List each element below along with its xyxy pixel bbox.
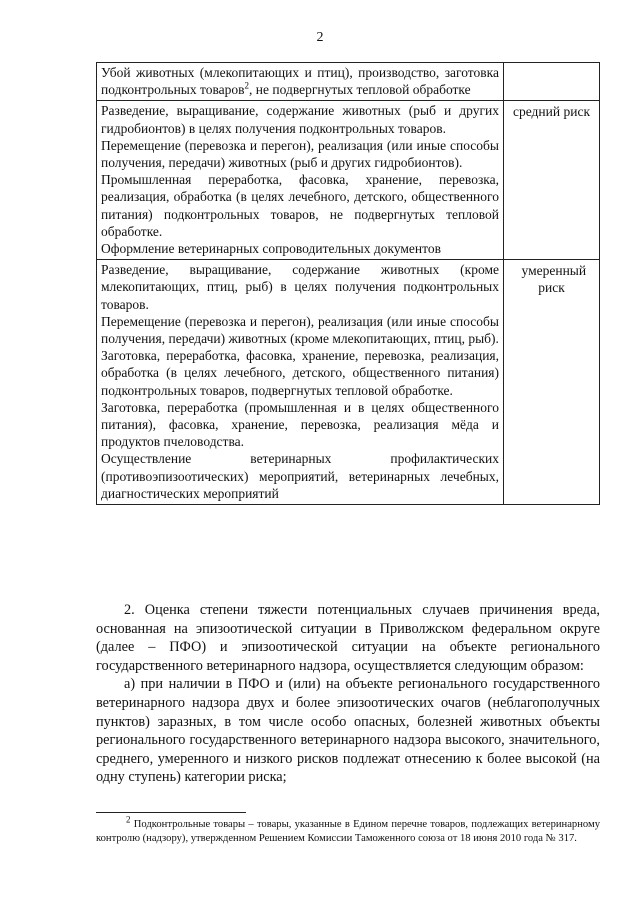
risk-label: умеренный риск — [521, 263, 587, 296]
activity-cell — [97, 260, 504, 505]
activity-paragraph: Оформление ветеринарных сопроводительных документов — [101, 241, 441, 257]
activity-cell — [97, 63, 504, 101]
activity-paragraph: Перемещение (перевозка и перегон), реализация (или иные способы получения, передачи) животных (кроме млекопитающих, птиц, рыб). — [101, 313, 499, 347]
activity-text-continued: , не подвергнутых тепловой обработке — [249, 82, 471, 98]
risk-cell — [504, 260, 600, 505]
footnote-ref[interactable]: 2 — [244, 80, 250, 91]
activity-paragraph: Разведение, выращивание, содержание животных (рыб и других гидробионтов) в целях получения подконтрольных товаров. — [101, 103, 499, 136]
activity-paragraph: Осуществление ветеринарных профилактических (противоэпизоотических) мероприятий, ветеринарных лечебных, диагностических мероприятий — [101, 451, 499, 501]
table-row — [97, 101, 600, 260]
footnote — [96, 814, 600, 846]
activity-paragraph: Заготовка, переработка, фасовка, хранение, перевозка, реализация, обработка (в целях лечебного, детского, общественного питания) подконтрольных товаров, подвергнутых тепловой обработке. — [101, 348, 499, 398]
activity-paragraph: Промышленная переработка, фасовка, хранение, перевозка, реализация, обработка (в целях лечебного, детского, общественного питания) подконтрольных товаров, не подвергнутых тепловой обработке. — [101, 172, 499, 239]
risk-category-table — [96, 62, 600, 505]
table-row — [97, 260, 600, 505]
risk-cell: средний риск — [504, 101, 600, 260]
footnote-text: Подконтрольные товары – товары, указанные в Едином перечне товаров, подлежащих ветеринарному контролю (надзору), утвержденном Решением Комиссии Таможенного союза от 18 июня 2010 года № 317. — [96, 819, 600, 844]
risk-cell — [504, 63, 600, 101]
activity-paragraph: Перемещение (перевозка и перегон), реализация (или иные способы получения, передачи) животных (рыб и других гидробионтов). — [101, 137, 499, 171]
activity-text: Убой животных (млекопитающих и птиц), производство, заготовка подконтрольных товаров — [101, 65, 499, 98]
footnote-marker: 2 — [126, 814, 131, 825]
table-row — [97, 63, 600, 101]
activity-paragraph: Разведение, выращивание, содержание животных (кроме млекопитающих, птиц, рыб) в целях получения подконтрольных товаров. — [101, 262, 499, 312]
body-text — [96, 601, 600, 787]
body-paragraph: 2. Оценка степени тяжести потенциальных случаев причинения вреда, основанная на эпизоотической ситуации в Приволжском федеральном округе (далее – ПФО) и эпизоотической ситуации на объекте регионального государственного ветеринарного надзора, осуществляется следующим образом: — [96, 602, 600, 674]
footnote-divider — [96, 812, 246, 813]
body-paragraph: а) при наличии в ПФО и (или) на объекте регионального государственного ветеринарного надзора двух и более эпизоотических очагов (неблагополучных пунктов) заразных, в том числе особо опасных, болезней животных объекты регионального государственного ветеринарного надзора высокого, значительного, среднего, умеренного и низкого рисков подлежат отнесению к более высокой (на одну ступень) категории риска; — [96, 676, 600, 786]
activity-cell — [97, 101, 504, 260]
activity-paragraph: Заготовка, переработка (промышленная и в целях общественного питания), фасовка, хранение, перевозка, реализация мёда и продуктов пчеловодства. — [101, 399, 499, 450]
page-number: 2 — [316, 30, 324, 45]
activity-paragraph — [101, 64, 499, 98]
